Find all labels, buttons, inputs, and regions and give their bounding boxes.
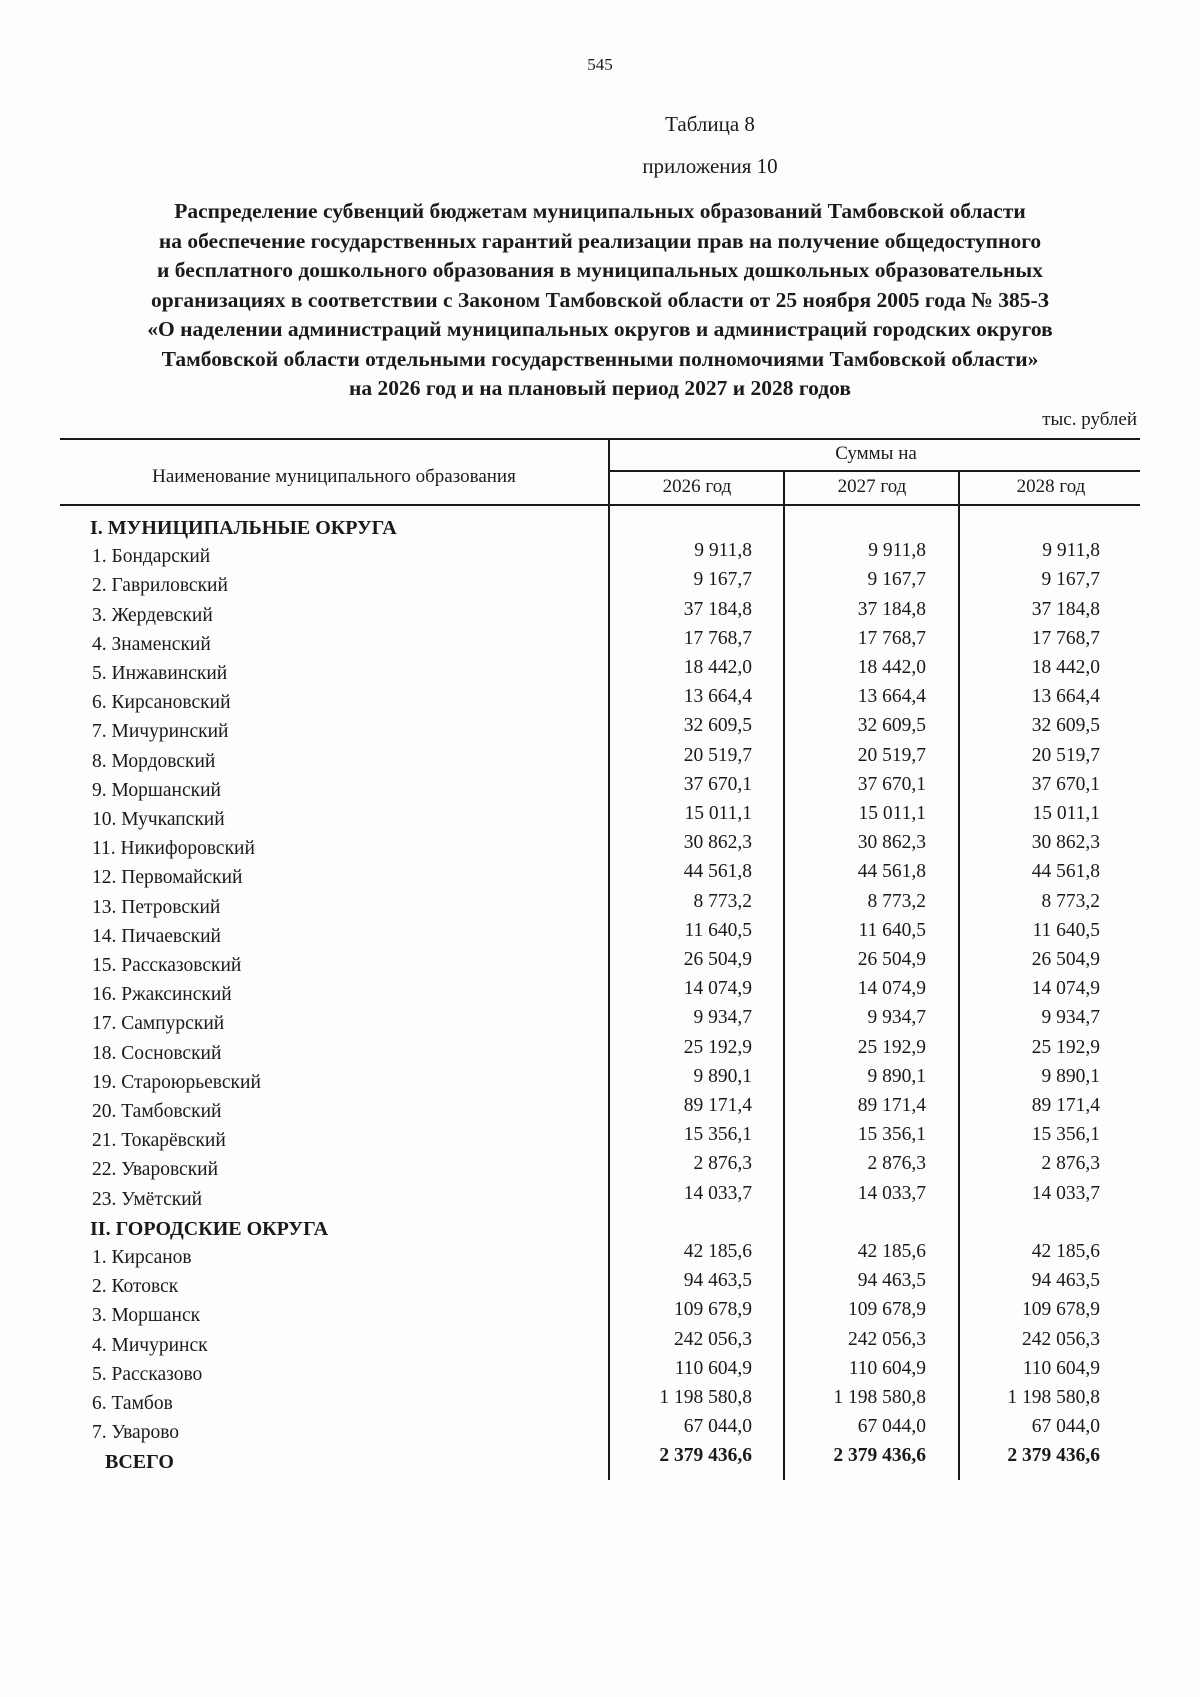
row-name: 2. Гавриловский xyxy=(92,575,228,597)
title-line: организациях в соответствии с Законом Тамбовской области от 25 ноября 2005 года № 385-З xyxy=(150,287,1050,312)
value-cell: 89 171,4 xyxy=(857,1095,926,1116)
value-cell: 25 192,9 xyxy=(683,1036,752,1058)
value-cell: 11 640,5 xyxy=(684,919,752,941)
value-cell: 9 167,7 xyxy=(1041,569,1100,591)
title-line: «О наделении администраций муниципальных округов и администраций городских округов xyxy=(147,317,1053,341)
value-cell: 109 678,9 xyxy=(848,1299,926,1321)
total-value-cell: 2 379 436,6 xyxy=(659,1445,752,1467)
header-year-2027: 2027 год xyxy=(837,476,907,497)
row-name: 15. Рассказовский xyxy=(92,955,242,976)
value-cell: 42 185,6 xyxy=(857,1241,926,1262)
row-name: 3. Жердевский xyxy=(92,604,213,626)
value-cell: 110 604,9 xyxy=(1022,1357,1100,1379)
value-cell: 32 609,5 xyxy=(1031,715,1100,737)
row-name: 9. Моршанский xyxy=(92,779,221,801)
title-line: на обеспечение государственных гарантий реализации прав на получение общедоступного xyxy=(158,228,1042,253)
value-cell: 37 184,8 xyxy=(857,598,926,620)
value-cell: 9 934,7 xyxy=(693,1007,752,1029)
value-cell: 37 184,8 xyxy=(683,598,752,620)
row-name: 18. Сосновский xyxy=(92,1042,222,1064)
value-cell: 42 185,6 xyxy=(1031,1241,1100,1262)
value-cell: 11 640,5 xyxy=(1032,919,1100,941)
row-name: 10. Мучкапский xyxy=(92,809,225,830)
row-name: 13. Петровский xyxy=(92,896,221,918)
page-number: 545 xyxy=(587,55,613,74)
row-name: 22. Уваровский xyxy=(92,1159,219,1181)
value-cell: 26 504,9 xyxy=(857,949,926,970)
value-cell: 17 768,7 xyxy=(683,627,752,649)
value-cell: 17 768,7 xyxy=(1031,627,1100,649)
column-divider xyxy=(783,470,785,1480)
column-divider xyxy=(958,470,960,1480)
table-label: Таблица 8 xyxy=(665,112,755,136)
value-cell: 44 561,8 xyxy=(857,861,926,883)
row-name: 2. Котовск xyxy=(92,1276,179,1298)
value-cell: 15 011,1 xyxy=(1032,803,1100,824)
value-cell: 110 604,9 xyxy=(848,1357,926,1379)
row-name: 6. Тамбов xyxy=(92,1393,173,1414)
row-name: 23. Умётский xyxy=(92,1188,203,1210)
value-cell: 9 890,1 xyxy=(867,1065,926,1087)
value-cell: 94 463,5 xyxy=(683,1270,752,1292)
total-label: ВСЕГО xyxy=(105,1451,174,1474)
value-cell: 13 664,4 xyxy=(1031,686,1100,708)
value-cell: 1 198 580,8 xyxy=(1007,1387,1100,1408)
value-cell: 8 773,2 xyxy=(867,890,926,912)
value-cell: 67 044,0 xyxy=(683,1416,752,1438)
value-cell: 13 664,4 xyxy=(857,686,926,708)
value-cell: 18 442,0 xyxy=(1031,657,1100,678)
row-name: 4. Мичуринск xyxy=(92,1334,208,1356)
row-name: 8. Мордовский xyxy=(92,750,216,772)
value-cell: 89 171,4 xyxy=(1031,1095,1100,1116)
value-cell: 9 911,8 xyxy=(1042,540,1100,562)
header-name-column: Наименование муниципального образования xyxy=(152,466,516,487)
row-name: 20. Тамбовский xyxy=(92,1101,222,1122)
value-cell: 15 011,1 xyxy=(684,803,752,824)
value-cell: 242 056,3 xyxy=(674,1328,752,1350)
value-cell: 14 033,7 xyxy=(683,1182,752,1204)
value-cell: 20 519,7 xyxy=(683,744,752,766)
value-cell: 67 044,0 xyxy=(1031,1416,1100,1438)
value-cell: 89 171,4 xyxy=(683,1095,752,1116)
title-line: Тамбовской области отдельными государственными полномочиями Тамбовской области» xyxy=(161,346,1039,371)
row-name: 5. Инжавинский xyxy=(92,663,228,684)
row-name: 1. Кирсанов xyxy=(92,1247,192,1268)
row-name: 6. Кирсановский xyxy=(92,692,231,714)
value-cell: 9 934,7 xyxy=(867,1007,926,1029)
value-cell: 15 356,1 xyxy=(1031,1124,1100,1146)
value-cell: 242 056,3 xyxy=(1022,1328,1100,1350)
value-cell: 44 561,8 xyxy=(683,861,752,883)
row-name: 17. Сампурский xyxy=(92,1013,225,1035)
value-cell: 42 185,6 xyxy=(683,1241,752,1262)
title-line: Распределение субвенций бюджетам муниципальных образований Тамбовской области xyxy=(174,199,1026,223)
value-cell: 109 678,9 xyxy=(674,1299,752,1321)
value-cell: 94 463,5 xyxy=(857,1270,926,1292)
value-cell: 44 561,8 xyxy=(1031,861,1100,883)
value-cell: 37 670,1 xyxy=(1031,773,1100,795)
value-cell: 94 463,5 xyxy=(1031,1270,1100,1292)
value-cell: 26 504,9 xyxy=(683,949,752,970)
header-year-2026: 2026 год xyxy=(662,476,732,497)
value-cell: 9 167,7 xyxy=(693,569,752,591)
value-cell: 14 033,7 xyxy=(1031,1182,1100,1204)
value-cell: 1 198 580,8 xyxy=(659,1387,752,1408)
value-cell: 13 664,4 xyxy=(683,686,752,708)
value-cell: 37 184,8 xyxy=(1031,598,1100,620)
header-bottom-rule xyxy=(60,504,1140,506)
value-cell: 30 862,3 xyxy=(1031,832,1100,854)
value-cell: 2 876,3 xyxy=(867,1153,926,1175)
header-year-2028: 2028 год xyxy=(1016,476,1086,497)
value-cell: 18 442,0 xyxy=(857,657,926,678)
row-name: 11. Никифоровский xyxy=(92,838,255,860)
title-line: и бесплатного дошкольного образования в муниципальных дошкольных образовательных xyxy=(157,258,1043,282)
value-cell: 15 011,1 xyxy=(858,803,926,824)
row-name: 14. Пичаевский xyxy=(92,925,221,947)
total-value-cell: 2 379 436,6 xyxy=(1007,1445,1100,1467)
section-heading: II. ГОРОДСКИЕ ОКРУГА xyxy=(90,1217,329,1240)
value-cell: 37 670,1 xyxy=(683,773,752,795)
value-cell: 18 442,0 xyxy=(683,657,752,678)
value-cell: 20 519,7 xyxy=(857,744,926,766)
row-name: 12. Первомайский xyxy=(92,867,243,889)
row-name: 4. Знаменский xyxy=(92,633,211,655)
value-cell: 8 773,2 xyxy=(693,890,752,912)
value-cell: 26 504,9 xyxy=(1031,949,1100,970)
value-cell: 2 876,3 xyxy=(693,1153,752,1175)
sums-under-rule xyxy=(610,470,1140,472)
value-cell: 25 192,9 xyxy=(857,1036,926,1058)
value-cell: 14 033,7 xyxy=(857,1182,926,1204)
value-cell: 9 934,7 xyxy=(1041,1007,1100,1029)
value-cell: 14 074,9 xyxy=(683,978,752,1000)
value-cell: 9 911,8 xyxy=(868,540,926,562)
value-cell: 242 056,3 xyxy=(848,1328,926,1350)
value-cell: 9 890,1 xyxy=(693,1065,752,1087)
value-cell: 30 862,3 xyxy=(857,832,926,854)
row-name: 7. Мичуринский xyxy=(92,721,229,743)
row-name: 1. Бондарский xyxy=(92,546,211,568)
row-name: 3. Моршанск xyxy=(92,1305,201,1327)
value-cell: 9 890,1 xyxy=(1041,1065,1100,1087)
row-name: 5. Рассказово xyxy=(92,1363,203,1385)
appendix-label: приложения 10 xyxy=(642,154,778,178)
value-cell: 30 862,3 xyxy=(683,832,752,854)
value-cell: 8 773,2 xyxy=(1041,890,1100,912)
title-line: на 2026 год и на плановый период 2027 и 2028 годов xyxy=(349,376,851,400)
value-cell: 17 768,7 xyxy=(857,627,926,649)
value-cell: 9 911,8 xyxy=(694,540,752,562)
row-name: 16. Ржаксинский xyxy=(92,984,232,1006)
table-top-rule xyxy=(60,438,1140,440)
value-cell: 11 640,5 xyxy=(858,919,926,941)
unit-label: тыс. рублей xyxy=(1042,409,1137,430)
value-cell: 32 609,5 xyxy=(857,715,926,737)
total-value-cell: 2 379 436,6 xyxy=(833,1445,926,1467)
row-name: 21. Токарёвский xyxy=(92,1130,226,1152)
row-name: 7. Уварово xyxy=(92,1422,180,1444)
value-cell: 15 356,1 xyxy=(683,1124,752,1146)
value-cell: 2 876,3 xyxy=(1041,1153,1100,1175)
value-cell: 9 167,7 xyxy=(867,569,926,591)
value-cell: 25 192,9 xyxy=(1031,1036,1100,1058)
column-divider xyxy=(608,438,610,1480)
value-cell: 37 670,1 xyxy=(857,773,926,795)
value-cell: 109 678,9 xyxy=(1022,1299,1100,1321)
header-sums-on: Суммы на xyxy=(835,443,917,464)
value-cell: 67 044,0 xyxy=(857,1416,926,1438)
value-cell: 32 609,5 xyxy=(683,715,752,737)
row-name: 19. Староюрьевский xyxy=(92,1071,261,1093)
value-cell: 1 198 580,8 xyxy=(833,1387,926,1408)
document-title xyxy=(60,197,1140,404)
value-cell: 110 604,9 xyxy=(674,1357,752,1379)
value-cell: 15 356,1 xyxy=(857,1124,926,1146)
value-cell: 14 074,9 xyxy=(857,978,926,1000)
section-heading: I. МУНИЦИПАЛЬНЫЕ ОКРУГА xyxy=(90,517,397,539)
value-cell: 14 074,9 xyxy=(1031,978,1100,1000)
value-cell: 20 519,7 xyxy=(1031,744,1100,766)
